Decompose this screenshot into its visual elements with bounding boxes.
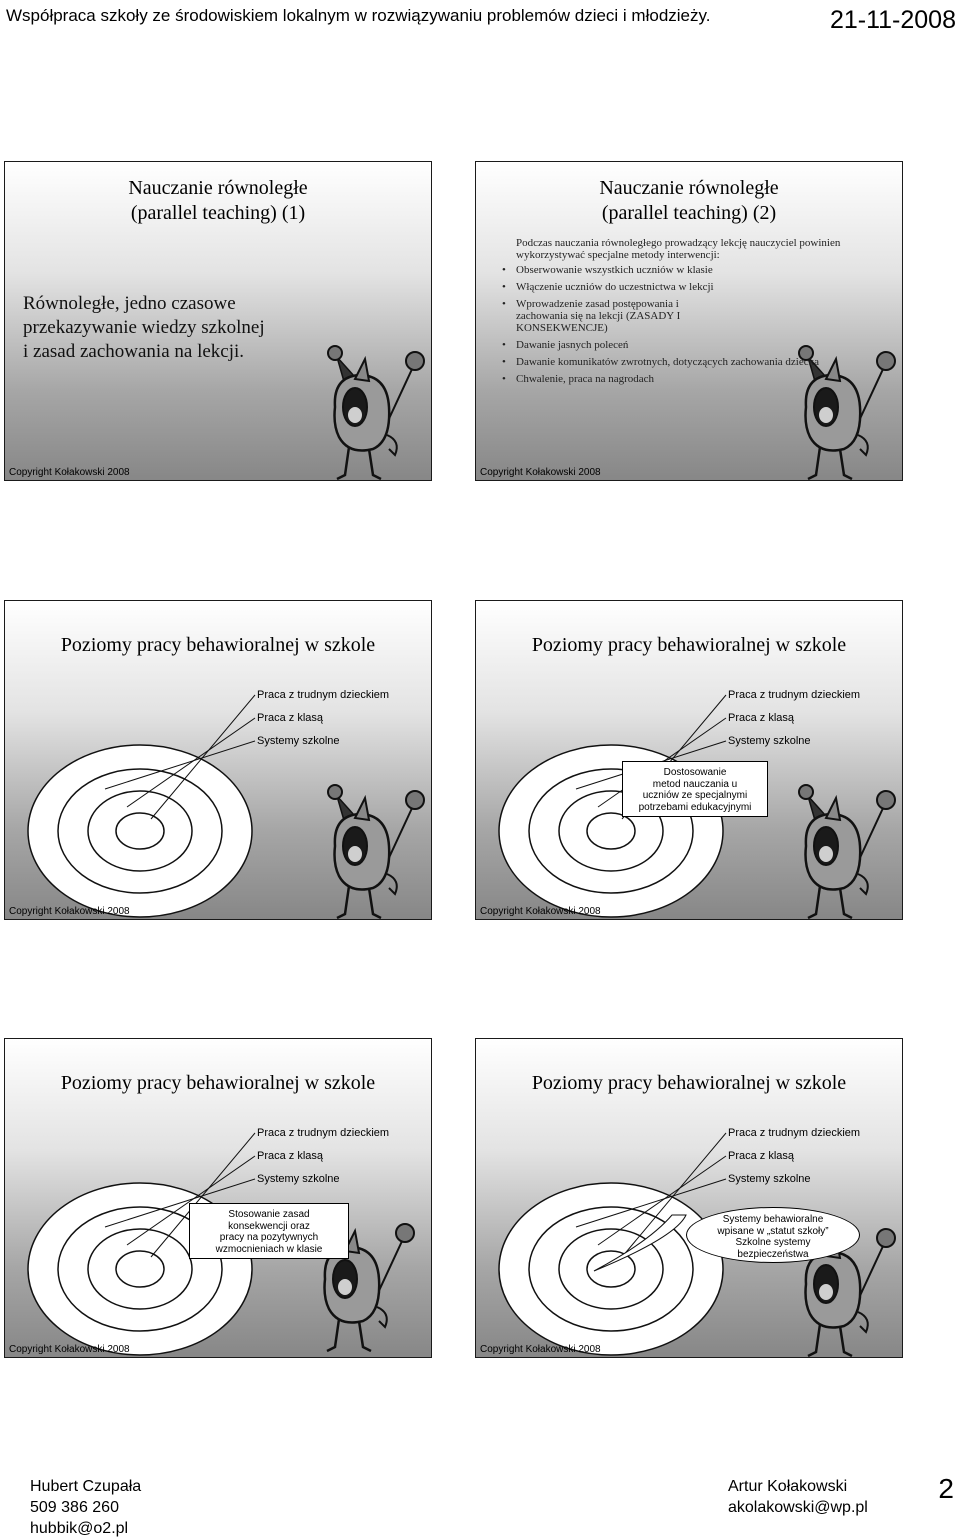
level-label: Praca z trudnym dzieckiem [728,1127,861,1139]
callout-box: Stosowanie zasad konsekwencji oraz pracy na pozytywnych wzmocnieniach w klasie [189,1203,349,1259]
author-left [30,1476,141,1539]
list-item: • Dawanie jasnych poleceń [516,339,901,351]
author-right [728,1476,868,1518]
author-name: Hubert Czupała [30,1478,142,1495]
slide-title: Poziomy pracy behawioralnej w szkole [60,1072,376,1094]
level-label: Praca z trudnym dzieckiem [257,1127,390,1139]
list-item: • Chwalenie, praca na nagrodach [516,373,901,385]
document-date: 21-11-2008 [829,6,956,34]
slide-copyright: Copyright Kołakowski 2008 [9,467,130,478]
slide-body: Równoległe, jedno czasowe przekazywanie wiedzy szkolnej i zasad zachowania na lekcji. [23,293,265,362]
slide-3 [4,600,432,920]
devil-mascot-icon [315,337,425,481]
devil-mascot-icon [315,776,425,920]
slide-title: Nauczanie równoległe (parallel teaching) (2) [599,177,779,224]
slide-2 [475,161,903,481]
slide-title: Poziomy pracy behawioralnej w szkole [531,634,847,656]
author-email: akolakowski@wp.pl [728,1499,868,1516]
target-rings-icon [28,745,252,917]
slide-body [516,237,901,390]
slide-copyright: Copyright Kołakowski 2008 [9,906,130,917]
list-item: • Dawanie komunikatów zwrotnych, dotyczących zachowania dziecka [516,356,901,368]
author-phone: 509 386 260 [30,1499,119,1516]
level-label: Systemy szkolne [728,1173,811,1185]
level-label: Praca z klasą [257,712,324,724]
target-rings-icon [499,1183,723,1355]
level-label: Praca z klasą [728,712,795,724]
level-label: Systemy szkolne [728,735,811,747]
slide-copyright: Copyright Kołakowski 2008 [9,1344,130,1355]
slide-1 [4,161,432,481]
page-number: 2 [938,1473,954,1504]
slide-intro: Podczas nauczania równoległego prowadzący lekcję nauczyciel powinien wykorzystywać specjalne metody interwencji: [516,237,841,261]
list-item: • Wprowadzenie zasad postępowania i zachowania się na lekcji (ZASADY I KONSEKWENCJE) [516,298,716,334]
author-email: hubbik@o2.pl [30,1520,129,1537]
slide-4 [475,600,903,920]
slide-5 [4,1038,432,1358]
slide-title: Poziomy pracy behawioralnej w szkole [531,1072,847,1094]
level-label: Praca z trudnym dzieckiem [257,689,390,701]
slide-6 [475,1038,903,1358]
level-label: Praca z klasą [728,1150,795,1162]
list-item: • Obserwowanie wszystkich uczniów w klasie [516,264,901,276]
slide-title: Poziomy pracy behawioralnej w szkole [60,634,376,656]
callout-box: Dostosowanie metod nauczania u uczniów ze specjalnymi potrzebami edukacyjnymi [622,761,768,817]
bullet-list [516,264,901,385]
callout-bubble: Systemy behawioralne wpisane w „statut szkoły” Szkolne systemy bezpieczeństwa [686,1207,860,1263]
level-label: Praca z klasą [257,1150,324,1162]
level-label: Systemy szkolne [257,735,340,747]
level-label: Systemy szkolne [257,1173,340,1185]
slide-title: Nauczanie równoległe (parallel teaching) (1) [128,177,308,224]
list-item: • Włączenie uczniów do uczestnictwa w lekcji [516,281,901,293]
level-label: Praca z trudnym dzieckiem [728,689,861,701]
document-title: Współpraca szkoły ze środowiskiem lokalnym w rozwiązywaniu problemów dzieci i młodzieży. [6,6,711,25]
slide-copyright: Copyright Kołakowski 2008 [480,1344,601,1355]
devil-mascot-icon [786,776,896,920]
author-name: Artur Kołakowski [728,1478,848,1495]
slide-copyright: Copyright Kołakowski 2008 [480,467,601,478]
slide-copyright: Copyright Kołakowski 2008 [480,906,601,917]
